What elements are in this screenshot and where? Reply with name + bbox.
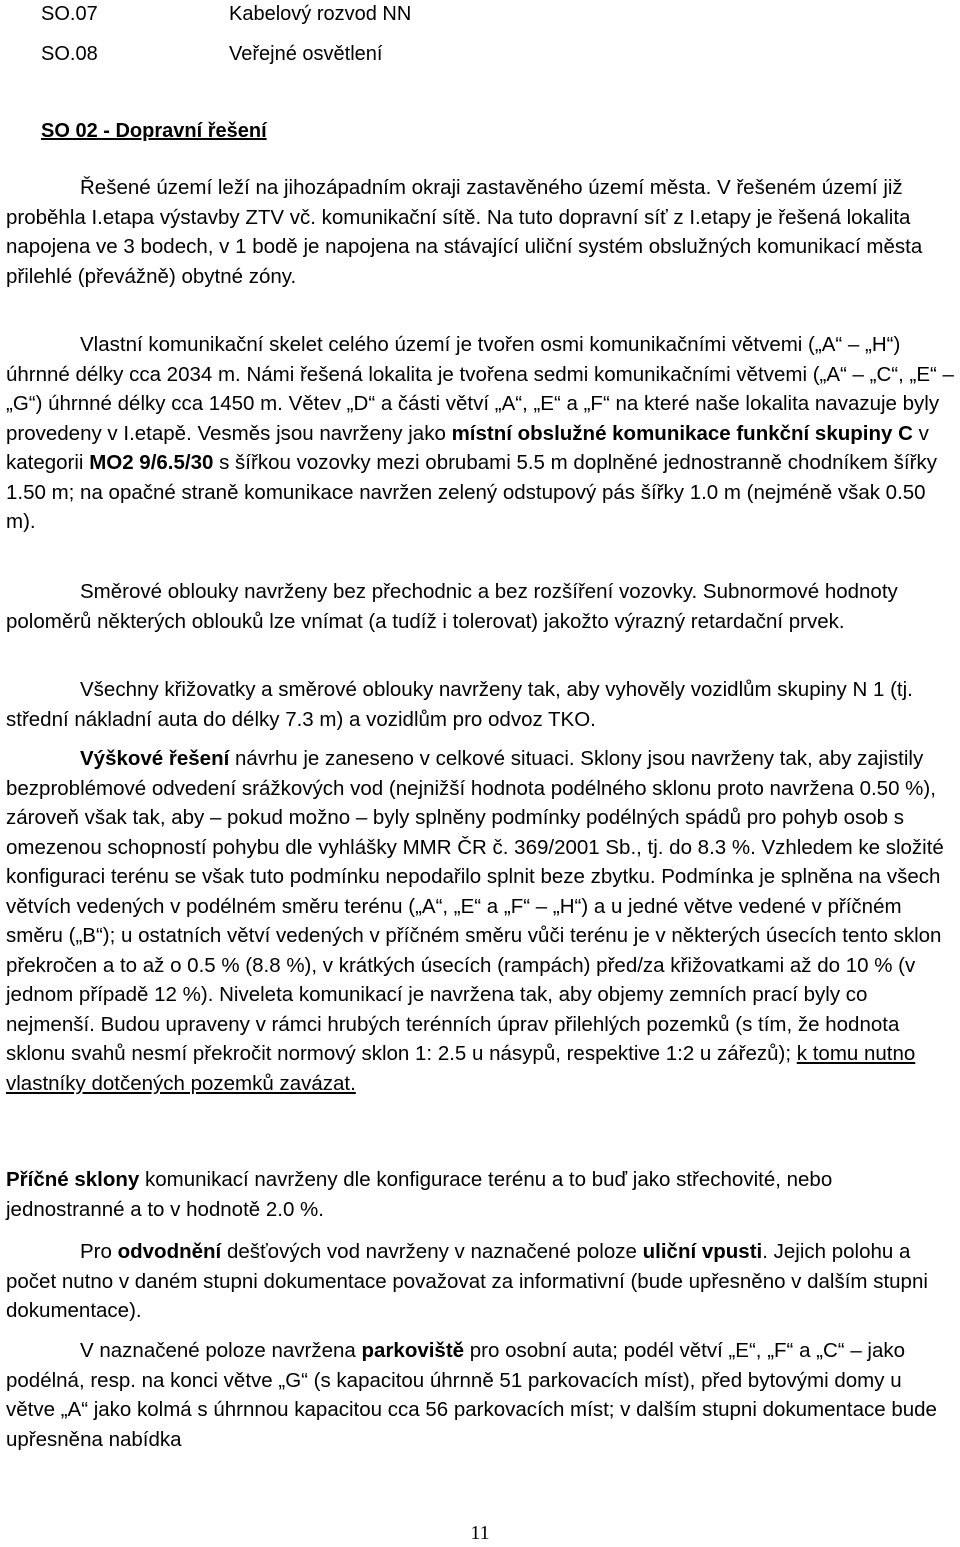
paragraph-cross-slopes (6, 1165, 956, 1224)
paragraph-curves (6, 577, 956, 636)
bold-text: místní obslužné komunikace funkční skupiny C (451, 421, 913, 445)
object-code: SO.07 (41, 3, 98, 25)
bold-text: Výškové řešení (80, 747, 230, 770)
paragraph-intro (6, 173, 956, 291)
bold-text: uliční vpusti (642, 1240, 763, 1263)
object-name: Kabelový rozvod NN (229, 3, 412, 25)
paragraph-text: Vlastní komunikační skelet celého území je tvořen osmi komunikačními větvemi („A“ – „H“) úhrnné délky cca 2034 m. Námi řešená lokalita je tvořena sedmi komunikačními větvemi („A“ – „C“, „E“ – „G“) úhrnné délky cca 1450 m. Větev „D“ a části větví „A“, „E“ a „F“ na které naše lokalita navazuje byly provedeny v I.etapě. Vesměs jsou navrženy jako (6, 333, 954, 445)
bold-text: odvodnění (117, 1240, 222, 1263)
paragraph-parking (6, 1336, 956, 1454)
paragraph-text: . Jejich polohu a počet nutno v daném stupni dokumentace považovat za informativní (bude upřesněno v dalším stupni dokumentace). (6, 1240, 928, 1322)
paragraph-text: Řešené území leží na jihozápadním okraji zastavěného území města. V řešeném území již proběhla I.etapa výstavby ZTV vč. komunikační sítě. Na tuto dopravní síť z I.etapy je řešená lokalita napojena ve 3 bodech, v 1 bodě je napojena na stávající uliční systém obslužných komunikací města přilehlé (převážně) obytné zóny. (6, 176, 923, 288)
bold-text: Příčné sklony (6, 1168, 140, 1191)
bold-text: MO2 9/6.5/30 (89, 451, 214, 474)
paragraph-vertical-design (6, 744, 956, 1098)
header-row-so08 (41, 42, 382, 66)
paragraph-text: pro osobní auta; podél větví „E“, „F“ a „C“ – jako podélná, resp. na konci větve „G“ (s kapacitou úhrnně 51 parkovacích míst), před bytovými domy u větve „A“ jako kolmá s úhrnnou kapacitou cca 56 parkovacích míst; v dalším stupni dokumentace bude upřesněna nabídka (6, 1339, 937, 1451)
paragraph-text: Všechny křižovatky a směrové oblouky navrženy tak, aby vyhověly vozidlům skupiny N 1 (tj. střední nákladní auta do délky 7.3 m) a vozidlům pro odvoz TKO. (6, 678, 913, 731)
paragraph-text: dešťových vod navrženy v naznačené poloze (221, 1240, 643, 1263)
bold-text: parkoviště (361, 1339, 465, 1362)
paragraph-text: komunikací navrženy dle konfigurace terénu a to buď jako střechovité, nebo jednostranné a to v hodnotě 2.0 %. (6, 1168, 833, 1221)
header-row-so07 (41, 2, 411, 26)
paragraph-text: Směrové oblouky navrženy bez přechodnic a bez rozšíření vozovky. Subnormové hodnoty poloměrů některých oblouků lze vnímat (a tudíž i tolerovat) jakožto výrazný retardační prvek. (6, 580, 898, 633)
paragraph-text: návrhu je zaneseno v celkové situaci. Sklony jsou navrženy tak, aby zajistily bezproblémové odvedení srážkových vod (nejnižší hodnota podélného sklonu proto navržena 0.50 %), zároveň však tak, aby – pokud možno – byly splněny podmínky podélných spádů pro pohyb osob s omezenou schopností pohybu dle vyhlášky MMR ČR č. 369/2001 Sb., tj. do 8.3 %. Vzhledem ke složité konfiguraci terénu se však tuto podmínku nepodařilo splnit beze zbytku. Podmínka je splněna na všech větvích vedených v podélném směru terénu („A“, „E“ a „F“ – „H“) a u jedné větve vedené v příčném směru („B“); u ostatních větví vedených v příčném směru vůči terénu je v některých úsecích tento sklon překročen a to až o 0.5 % (8.8 %), v krátkých úsecích (rampách) před/za křižovatkami až do 10 % (v jednom případě 12 %). Niveleta komunikací je navržena tak, aby objemy zemních prací byly co nejmenší. Budou upraveny v rámci hrubých terénních úprav přilehlých pozemků (s tím, že hodnota sklonu svahů nesmí překročit normový sklon 1: 2.5 u násypů, respektive 1:2 u zářezů); (6, 747, 944, 1065)
underlined-text: k tomu nutno vlastníky dotčených pozemků zavázat. (6, 1042, 916, 1095)
paragraph-text: s šířkou vozovky mezi obrubami 5.5 m doplněné jednostranně chodníkem šířky 1.50 m; na opačné straně komunikace navržen zelený odstupový pás šířky 1.0 m (nejméně však 0.50 m). (6, 451, 937, 533)
object-name: Veřejné osvětlení (229, 43, 383, 65)
paragraph-intersections (6, 675, 956, 734)
object-code: SO.08 (41, 43, 98, 65)
paragraph-road-skeleton (6, 330, 956, 537)
paragraph-text: V naznačené poloze navržena (80, 1339, 362, 1362)
paragraph-drainage (6, 1237, 956, 1326)
paragraph-text: v kategorii (6, 421, 929, 474)
paragraph-text: Pro (80, 1240, 118, 1263)
page-number: 11 (470, 1522, 490, 1544)
section-heading: SO 02 - Dopravní řešení (41, 120, 267, 142)
